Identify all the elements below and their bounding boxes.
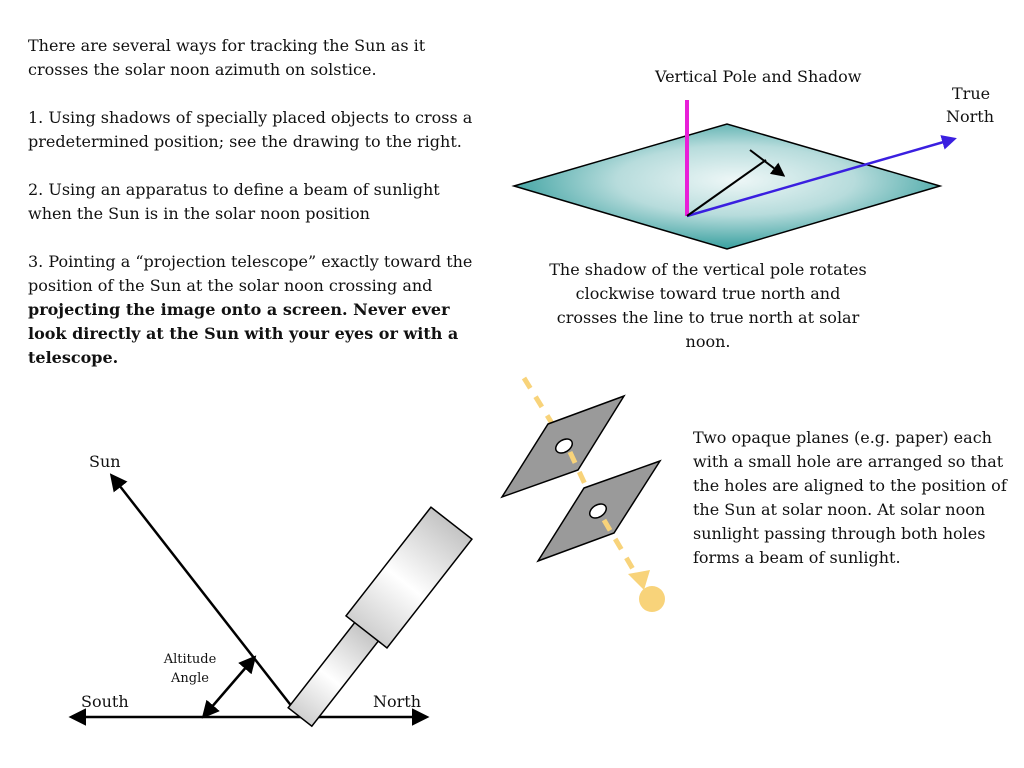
pole-diagram-caption: The shadow of the vertical pole rotates clockwise toward true north and crosses the line to true north at solar noon. (549, 260, 867, 351)
sun-spot (639, 586, 665, 612)
sun-label: Sun (89, 452, 121, 471)
north-label-bottom: North (373, 692, 422, 711)
pole-shadow-diagram (514, 100, 954, 249)
altitude-label-line1: Altitude (163, 652, 217, 667)
north-label-top: North (946, 107, 995, 126)
method-beam: 2. Using an apparatus to define a beam of sunlight when the Sun is in the solar noon position (28, 180, 440, 223)
sunlight-beam-lower (604, 520, 640, 581)
beam-arrow-head (628, 570, 650, 590)
pole-diagram-title: Vertical Pole and Shadow (655, 67, 862, 86)
telescope-tube (346, 507, 472, 648)
pinhole-description: Two opaque planes (e.g. paper) each with a small hole are arranged so that the holes are aligned to the position of the Sun at solar noon. At solar noon sunlight passing through both holes forms a beam of sunlight. (693, 428, 1007, 567)
pinhole-diagram (502, 378, 665, 612)
altitude-angle-label (154, 650, 226, 688)
intro-paragraph: There are several ways for tracking the Sun as it crosses the solar noon azimuth on solstice. (28, 36, 426, 79)
safety-warning: projecting the image onto a screen. Never ever look directly at the Sun with your eyes or with a telescope. (28, 300, 459, 367)
altitude-label-line2: Angle (171, 671, 209, 686)
method-shadows: 1. Using shadows of specially placed objects to cross a predetermined position; see the drawing to the right. (28, 108, 473, 151)
south-label: South (81, 692, 129, 711)
method-telescope-text: 3. Pointing a “projection telescope” exactly toward the position of the Sun at the solar noon crossing and (28, 252, 473, 295)
true-label: True (952, 84, 991, 103)
telescope-eyepiece (288, 621, 379, 726)
